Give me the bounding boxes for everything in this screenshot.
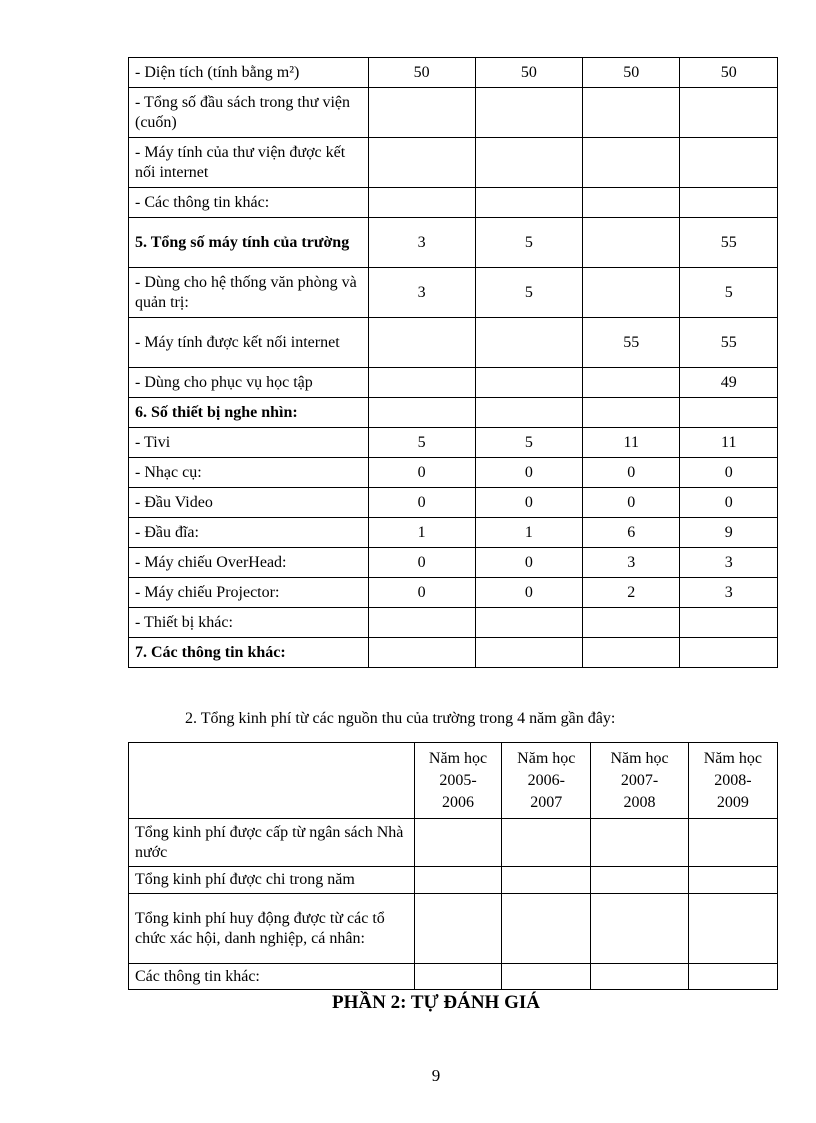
row-label: - Các thông tin khác: xyxy=(129,188,369,218)
row-label: - Đầu đĩa: xyxy=(129,518,369,548)
cell-value: 5 xyxy=(475,218,582,268)
cell-value: 2 xyxy=(583,578,680,608)
year-header-line: 2008- xyxy=(714,771,752,789)
table-row xyxy=(129,138,778,188)
row-label: Tổng kinh phí được cấp từ ngân sách Nhà nước xyxy=(129,819,415,867)
table-row xyxy=(129,188,778,218)
table-row xyxy=(129,964,778,990)
row-label: - Dùng cho phục vụ học tập xyxy=(129,368,369,398)
cell-value xyxy=(680,138,778,188)
cell-value: 3 xyxy=(680,578,778,608)
cell-value xyxy=(591,964,688,990)
row-label: - Đầu Video xyxy=(129,488,369,518)
cell-value: 11 xyxy=(583,428,680,458)
table-row xyxy=(129,578,778,608)
cell-value: 50 xyxy=(475,58,582,88)
row-label: - Tivi xyxy=(129,428,369,458)
cell-value: 0 xyxy=(368,488,475,518)
cell-value xyxy=(368,138,475,188)
row-label: - Nhạc cụ: xyxy=(129,458,369,488)
cell-value: 0 xyxy=(475,578,582,608)
cell-value: 0 xyxy=(475,548,582,578)
table-row xyxy=(129,608,778,638)
funding-caption: 2. Tổng kinh phí từ các nguồn thu của trường trong 4 năm gần đây: xyxy=(185,710,616,727)
cell-value xyxy=(583,268,680,318)
table-row xyxy=(129,218,778,268)
cell-value: 3 xyxy=(680,548,778,578)
table-row xyxy=(129,268,778,318)
year-header-line: Năm học xyxy=(610,749,669,767)
table-row xyxy=(129,548,778,578)
cell-value: 6 xyxy=(583,518,680,548)
cell-value: 0 xyxy=(475,488,582,518)
cell-value xyxy=(502,894,591,964)
year-header-line: 2008 xyxy=(623,793,656,811)
cell-value xyxy=(368,398,475,428)
cell-value: 11 xyxy=(680,428,778,458)
cell-value xyxy=(583,218,680,268)
cell-value: 5 xyxy=(475,268,582,318)
cell-value: 55 xyxy=(583,318,680,368)
section-label: 5. Tổng số máy tính của trường xyxy=(129,218,369,268)
cell-value: 0 xyxy=(583,458,680,488)
cell-value xyxy=(414,894,501,964)
cell-value xyxy=(583,88,680,138)
section-label: 7. Các thông tin khác: xyxy=(129,638,369,668)
cell-value xyxy=(680,88,778,138)
cell-value xyxy=(368,368,475,398)
year-header xyxy=(688,743,777,819)
cell-value xyxy=(680,638,778,668)
year-header xyxy=(502,743,591,819)
cell-value xyxy=(475,318,582,368)
cell-value xyxy=(475,88,582,138)
year-header-line: Năm học xyxy=(428,749,488,767)
row-label: Tổng kinh phí huy động được từ các tổ chức xác hội, danh nghiệp, cá nhân: xyxy=(129,894,415,964)
funding-table-body xyxy=(129,743,778,990)
cell-value xyxy=(502,819,591,867)
cell-value xyxy=(368,608,475,638)
table-row xyxy=(129,894,778,964)
cell-value: 9 xyxy=(680,518,778,548)
table-row xyxy=(129,458,778,488)
row-label: - Dùng cho hệ thống văn phòng và quản trị: xyxy=(129,268,369,318)
cell-value xyxy=(502,867,591,894)
year-header-line: 2009 xyxy=(716,793,749,811)
facilities-table-body xyxy=(129,58,778,668)
cell-value: 0 xyxy=(368,578,475,608)
cell-value xyxy=(475,188,582,218)
cell-value: 50 xyxy=(583,58,680,88)
cell-value: 3 xyxy=(368,218,475,268)
year-header xyxy=(414,743,501,819)
table-row xyxy=(129,398,778,428)
cell-value xyxy=(583,138,680,188)
year-header-line: Năm học xyxy=(517,749,576,767)
year-header-line: 2006- xyxy=(527,771,565,789)
cell-value xyxy=(414,867,501,894)
year-header-line: Năm học xyxy=(703,749,762,767)
cell-value: 50 xyxy=(680,58,778,88)
cell-value xyxy=(368,188,475,218)
cell-value xyxy=(475,608,582,638)
cell-value: 0 xyxy=(680,458,778,488)
cell-value xyxy=(688,819,777,867)
cell-value xyxy=(502,964,591,990)
row-label: Tổng kinh phí được chi trong năm xyxy=(129,867,415,894)
funding-table xyxy=(128,742,778,990)
cell-value xyxy=(475,638,582,668)
cell-value xyxy=(475,398,582,428)
year-header-line: 2007- xyxy=(620,771,659,789)
cell-value xyxy=(688,964,777,990)
row-label: - Diện tích (tính bằng m²) xyxy=(129,58,369,88)
page-number: 9 xyxy=(431,1066,441,1085)
cell-value: 1 xyxy=(368,518,475,548)
cell-value xyxy=(680,608,778,638)
row-label: - Thiết bị khác: xyxy=(129,608,369,638)
cell-value: 49 xyxy=(680,368,778,398)
cell-value: 1 xyxy=(475,518,582,548)
cell-value: 0 xyxy=(583,488,680,518)
facilities-table xyxy=(128,57,778,668)
table-row xyxy=(129,488,778,518)
cell-value: 5 xyxy=(368,428,475,458)
cell-value: 0 xyxy=(680,488,778,518)
cell-value: 3 xyxy=(368,268,475,318)
header-empty-cell xyxy=(129,743,415,819)
cell-value xyxy=(688,894,777,964)
cell-value: 0 xyxy=(368,548,475,578)
cell-value: 55 xyxy=(680,318,778,368)
cell-value: 0 xyxy=(368,458,475,488)
row-label: Các thông tin khác: xyxy=(129,964,415,990)
row-label: - Máy tính của thư viện được kết nối internet xyxy=(129,138,369,188)
cell-value xyxy=(583,368,680,398)
cell-value xyxy=(680,398,778,428)
year-header xyxy=(591,743,688,819)
year-header-line: 2007 xyxy=(530,793,563,811)
cell-value: 3 xyxy=(583,548,680,578)
cell-value xyxy=(583,608,680,638)
row-label: - Máy tính được kết nối internet xyxy=(129,318,369,368)
table-row xyxy=(129,518,778,548)
table-row xyxy=(129,638,778,668)
row-label: - Máy chiếu Projector: xyxy=(129,578,369,608)
cell-value xyxy=(583,188,680,218)
row-label: - Tổng số đầu sách trong thư viện (cuốn) xyxy=(129,88,369,138)
cell-value xyxy=(680,188,778,218)
cell-value xyxy=(591,867,688,894)
cell-value xyxy=(688,867,777,894)
table-row xyxy=(129,867,778,894)
cell-value: 5 xyxy=(680,268,778,318)
cell-value xyxy=(583,398,680,428)
table-row xyxy=(129,368,778,398)
year-header-line: 2006 xyxy=(442,793,474,811)
table-row xyxy=(129,428,778,458)
table-row xyxy=(129,58,778,88)
table-row xyxy=(129,318,778,368)
year-header-line: 2005- xyxy=(439,771,477,789)
cell-value xyxy=(475,368,582,398)
cell-value xyxy=(368,318,475,368)
cell-value xyxy=(475,138,582,188)
cell-value: 50 xyxy=(368,58,475,88)
table-row xyxy=(129,819,778,867)
cell-value xyxy=(414,964,501,990)
cell-value xyxy=(583,638,680,668)
cell-value xyxy=(591,819,688,867)
cell-value xyxy=(591,894,688,964)
cell-value: 0 xyxy=(475,458,582,488)
cell-value xyxy=(368,638,475,668)
cell-value: 55 xyxy=(680,218,778,268)
cell-value: 5 xyxy=(475,428,582,458)
cell-value xyxy=(368,88,475,138)
section-label: 6. Số thiết bị nghe nhìn: xyxy=(129,398,369,428)
cell-value xyxy=(414,819,501,867)
section-heading: PHẦN 2: TỰ ĐÁNH GIÁ xyxy=(332,992,540,1013)
header-row xyxy=(129,743,778,819)
row-label: - Máy chiếu OverHead: xyxy=(129,548,369,578)
table-row xyxy=(129,88,778,138)
